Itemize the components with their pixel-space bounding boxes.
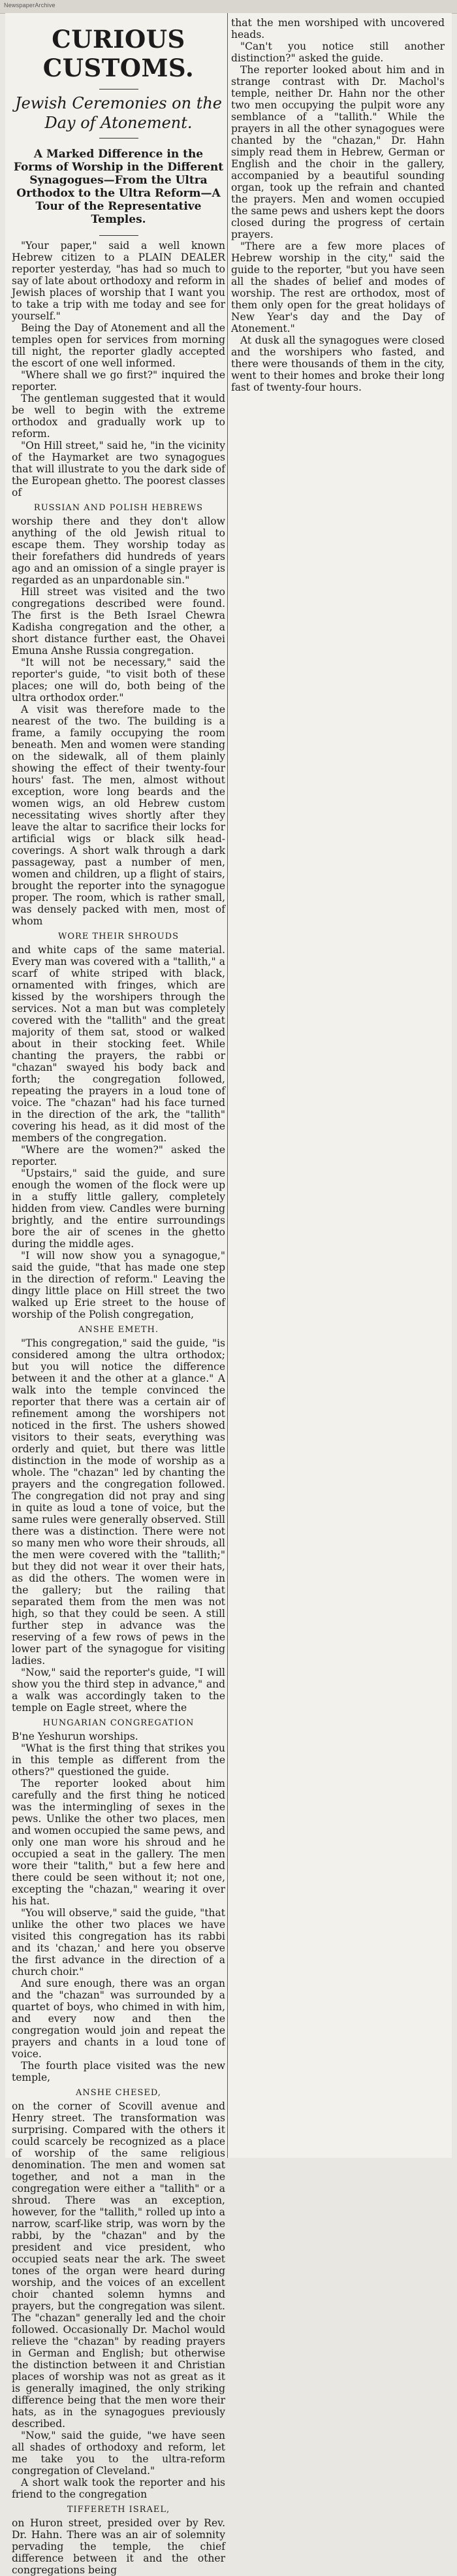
subhead: WORE THEIR SHROUDS [58, 932, 179, 941]
paragraph: "Your paper," said a well known Hebrew citizen to a PLAIN DEALER reporter yesterday, "has had so much to say of late about orthodoxy and reform in Jewish places of worship that I want you to take a trip with me today and see for yourself." [12, 240, 225, 322]
paragraph: The fourth place visited was the new temple, [12, 2060, 225, 2083]
paragraph: "It will not be necessary," said the reporter's guide, "to visit both of these places; one will do, both being of the ultra orthodox order." [12, 657, 225, 704]
paragraph: "This congregation," said the guide, "is considered among the ultra orthodox; but you will notice the difference between it and the other at a glance." A walk into the temple convinced the reporter that there was a certain air of refinement among the worshipers not noticed in the first. The ushers showed visitors to their seats, everything was orderly and quiet, but there was little distinction in the mode of worship as a whole. The "chazan" led by chanting the prayers and the congregation followed. The congregation did not pray and sing in quite as loud a tone of voice, but the same rules were generally observed. Still there was a distinction. There were not so many men who wore their shrouds, all the men were covered with the "tallith;" but they did not wear it over their hats, as did the others. The women were in the gallery; but the railing that separated them from the men was not high, so that they could be seen. A still further step in advance was the reserving of a few rows of pews in the lower part of the synagogue for visiting ladies. [12, 1337, 225, 1667]
paragraph: "Where are the women?" asked the reporter. [12, 1144, 225, 1167]
paragraph: A short walk took the reporter and his friend to the congregation [12, 2477, 225, 2500]
article-deck-primary: Jewish Ceremonies on the Day of Atonement. [14, 94, 222, 132]
paragraph: "There are a few more places of Hebrew worship in the city," said the guide to the reporter, "but you have seen all the shades of belief and modes of worship. The rest are orthodox, most of them only open for the great holidays of New Year's day and the Day of Atonement." [231, 240, 445, 334]
paragraph: "On Hill street," said he, "in the vicinity of the Haymarket are two synagogues that will illustrate to you the dark side of the European ghetto. The poorest classes of [12, 440, 225, 498]
subhead: TIFFERETH ISRAEL, [67, 2505, 170, 2515]
right-column [231, 17, 445, 393]
paragraph: "What is the first thing that strikes you in this temple as different from the others?" questioned the guide. [12, 1742, 225, 1778]
paragraph: A visit was therefore made to the nearest of the two. The building is a frame, a family occupying the room beneath. Men and women were standing on the sidewalk, all of them plainly showing the effect of their twenty-four hours' fast. The men, almost without exception, wore long beards and the women wigs, an old Hebrew custom necessitating wives shortly after they leave the altar to sacrifice their locks for artificial wigs or black silk head-coverings. A short walk through a dark passageway, past a number of men, women and children, up a flight of stairs, brought the reporter into the synagogue proper. The room, which is rather small, was densely packed with men, most of whom [12, 704, 225, 927]
paragraph: "Can't you notice still another distinction?" asked the guide. [231, 41, 445, 64]
newspaper-clipping [5, 13, 452, 2576]
paragraph: "Where shall we go first?" inquired the reporter. [12, 369, 225, 393]
subhead: ANSHE EMETH. [78, 1325, 159, 1335]
paragraph: Being the Day of Atonement and all the temples open for services from morning till night, the reporter gladly accepted the escort of one well informed. [12, 322, 225, 369]
title-rule [99, 89, 138, 90]
paragraph: "Now," said the guide, "we have seen all shades of orthodoxy and reform, let me take you to the ultra-reform congregation of Cleveland." [12, 2430, 225, 2477]
paragraph: "Upstairs," said the guide, and sure enough the women of the flock were up in a stuffy little gallery, completely hidden from view. Candles were burning brightly, and the entire surroundings bore the air of scenes in the ghetto during the middle ages. [12, 1167, 225, 1250]
site-logo[interactable]: NewspaperArchive [4, 2, 55, 8]
subhead: RUSSIAN AND POLISH HEBREWS [33, 503, 204, 513]
paragraph: The reporter looked about him and in strange contrast with Dr. Machol's temple, neither Dr. Hahn nor the other two men occupying the pulpit wore any semblance of a "tallith." While the prayers in all the other synagogues were chanted by the "chazan," Dr. Hahn simply read them in Hebrew, German or English and the choir in the gallery, accompanied by a beautiful sounding organ, took up the refrain and chanted the prayers. Men and women occupied the same pews and ushers kept the doors closed during the progress of certain prayers. [231, 64, 445, 240]
paragraph: that the men worshiped with uncovered heads. [231, 17, 445, 41]
article-title: CURIOUS CUSTOMS. [42, 25, 195, 82]
viewer-top-bar [0, 0, 457, 14]
subhead: ANSHE CHESED, [76, 2088, 161, 2098]
paragraph: B'ne Yeshurun worships. [12, 1731, 138, 1742]
paragraph: The gentleman suggested that it would be well to begin with the extreme orthodox and gradually work up to reform. [12, 393, 225, 440]
subhead: HUNGARIAN CONGREGATION [42, 1718, 195, 1728]
paragraph: and white caps of the same material. Every man was covered with a "tallith," a scarf of white striped with black, ornamented with fringes, which are kissed by the worshipers through the services. Not a man but was completely covered with the "tallith" and the great majority of them sat, stood or walked about in their stocking feet. While chanting the prayers, the rabbi or "chazan" swayed his body back and forth; the congregation followed, repeating the prayers in a loud tone of voice. The "chazan" had his face turned in the direction of the ark, the "tallith" covering his head, as it did most of the members of the congregation. [12, 944, 225, 1144]
paragraph: "Now," said the reporter's guide, "I will show you the third step in advance," and a walk was accordingly taken to the temple on Eagle street, where the [12, 1667, 225, 1714]
paragraph: Hill street was visited and the two congregations described were found. The first is the Beth Israel Chewra Kadisha congregation and the other, a short distance further east, the Ohavei Emuna Anshe Russia congregation. [12, 586, 225, 657]
paragraph: on the corner of Scovill avenue and Henry street. The transformation was surprising. Compared with the others it could scarcely be recognized as a place of worship of the same religious denomination. The men and women sat together, and not a man in the congregation were either a "tallith" or a shroud. There was an exception, however, for the "tallith," rolled up into a narrow, scarf-like strip, was worn by the rabbi, by the "chazan" and by the president and vice president, who occupied seats near the ark. The sweet tones of the organ were heard during worship, and the voices of an excellent choir chanted solemn hymns and prayers, but the congregation was silent. The "chazan" generally led and the choir followed. Occasionally Dr. Machol would relieve the "chazan" by reading prayers in German and English; but otherwise the distinction between it and Christian places of worship was not as great as it is generally imagined, the only striking difference being that the men wore their hats, as in the synagogues previously described. [12, 2100, 225, 2430]
body-rule [99, 235, 138, 236]
paragraph: worship there and they don't allow anything of the old Jewish ritual to escape them. They worship today as their forefathers did hundreds of years ago and an omission of a single prayer is regarded as an unpardonable sin." [12, 515, 225, 586]
paragraph: The reporter looked about him carefully and the first thing he noticed was the intermingling of sexes in the pews. Unlike the other two places, men and women occupied the same pews, and only one man wore his shroud and he occupied a seat in the gallery. The men wore their "talith," but a few here and there could be seen without it; not one, excepting the "chazan," wearing it over his hat. [12, 1778, 225, 1907]
paragraph: on Huron street, presided over by Rev. Dr. Hahn. There was an air of solemnity pervading the temple, the chief difference between it and the other congregations being [12, 2517, 225, 2576]
article-deck-secondary: A Marked Difference in the Forms of Worship in the Different Synagogues—From the Ultra Orthodox to the Ultra Reform—A Tour of the Representative Temples. [13, 148, 224, 226]
deck-rule [99, 138, 138, 139]
paragraph: "You will observe," said the guide, "that unlike the other two places we have visited this congregation has its rabbi and its 'chazan,' and here you observe the first advance in the direction of a church choir." [12, 1907, 225, 1978]
left-column [12, 13, 225, 2576]
paragraph: "I will now show you a synagogue," said the guide, "that has made one step in the direction of reform." Leaving the dingy little place on Hill street the two walked up Erie street to the house of worship of the Polish congregation, [12, 1250, 225, 1320]
paragraph: And sure enough, there was an organ and the "chazan" was surrounded by a quartet of boys, who chimed in with him, and every now and then the congregation would join and repeat the prayers and chants in a loud tone of voice. [12, 1978, 225, 2060]
column-divider [227, 13, 228, 2158]
paragraph: At dusk all the synagogues were closed and the worshipers who fasted, and there were thousands of them in the city, went to their homes and broke their long fast of twenty-four hours. [231, 334, 445, 393]
